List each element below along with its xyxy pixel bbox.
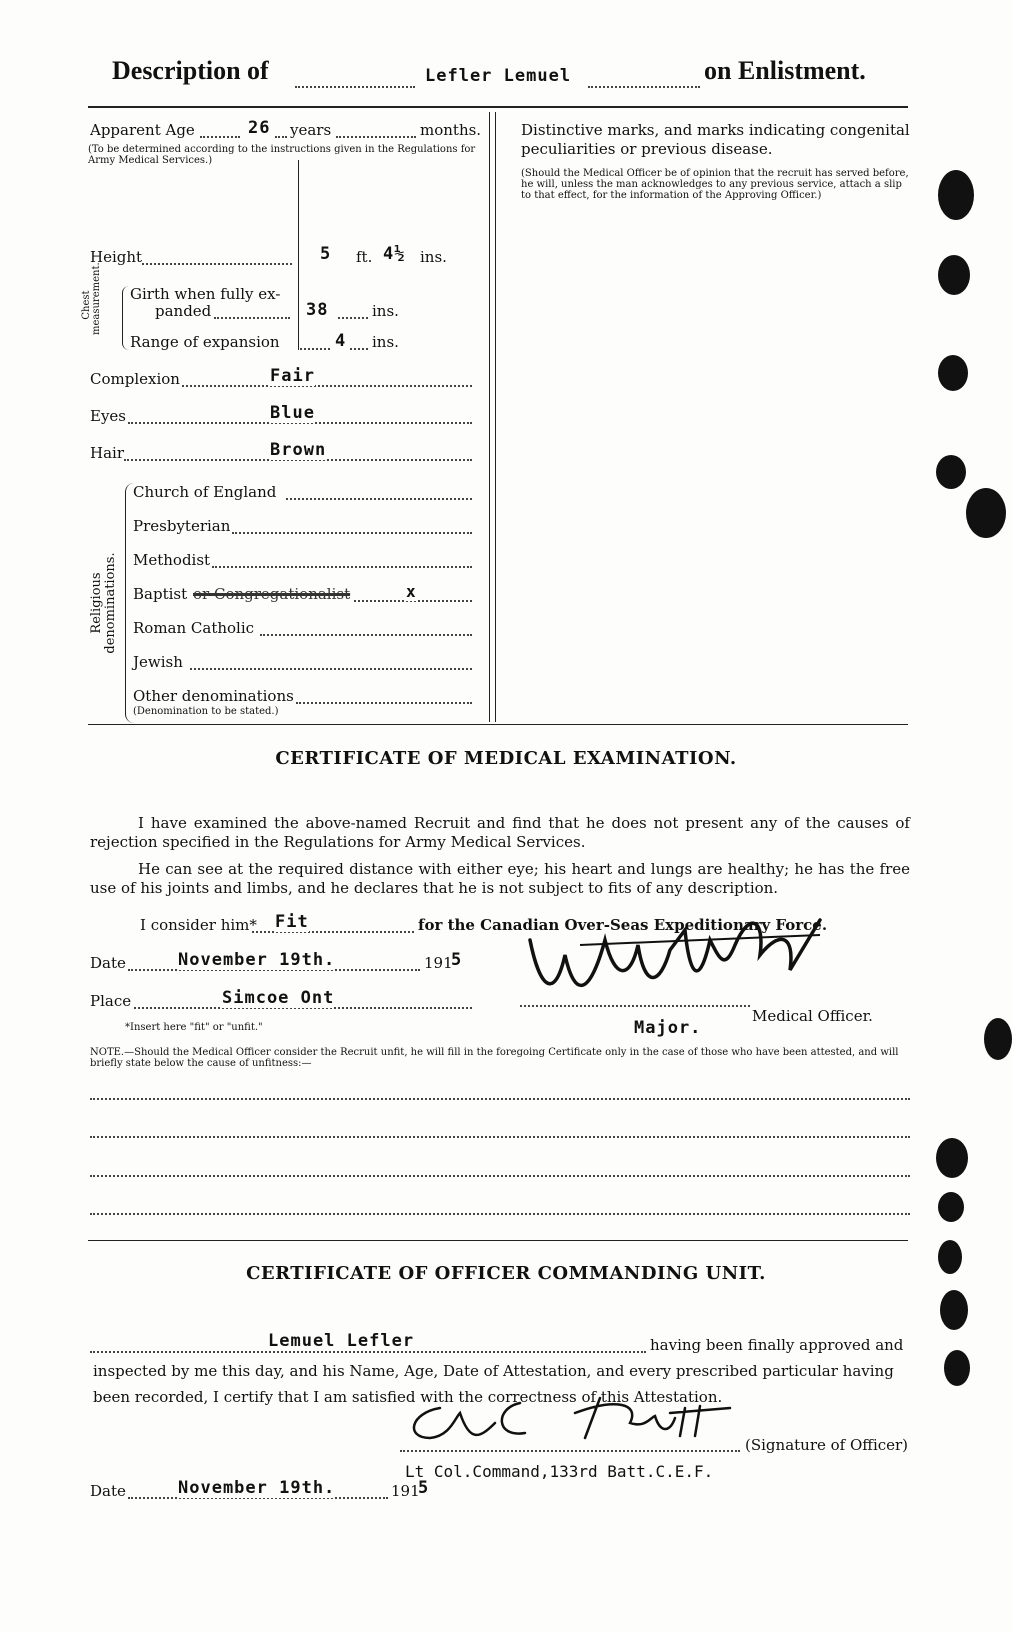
commanding-line-3: been recorded, I certify that I am satisfied with the correctness of this Attestation.	[93, 1388, 723, 1406]
medical-officer-label: Medical Officer.	[752, 1007, 873, 1025]
age-note: (To be determined according to the instructions given in the Regulations for Army Medical Services.)	[88, 144, 476, 166]
religion-other-note: (Denomination to be stated.)	[133, 706, 279, 717]
religion-church-of-england: Church of England	[133, 483, 277, 501]
height-in-value: 4½	[383, 244, 406, 264]
binding-hole	[944, 1350, 970, 1386]
binding-hole	[938, 170, 974, 220]
place-label: Place	[90, 992, 132, 1010]
medical-officer-signature	[520, 900, 850, 1010]
medical-date-value: November 19th.	[178, 950, 336, 970]
eyes-value: Blue	[270, 403, 315, 423]
religion-jewish: Jewish	[133, 653, 183, 671]
medical-year-suffix: 5	[451, 950, 463, 970]
medical-para-2: He can see at the required distance with either eye; his heart and lungs are healthy; he has the free use of his joints and limbs, and he declares that he is not subject to fits of any description.	[90, 860, 910, 897]
commanding-date-value: November 19th.	[178, 1478, 336, 1498]
religion-side-label: Religious denominations.	[89, 552, 118, 654]
girth-label-1: Girth when fully ex-	[130, 285, 281, 303]
girth-ins-label: ins.	[372, 302, 399, 320]
commanding-recruit-name: Lemuel Lefler	[268, 1331, 415, 1351]
height-label: Height	[90, 248, 143, 266]
column-divider	[489, 112, 490, 722]
commanding-year-suffix: 5	[418, 1478, 430, 1498]
girth-value: 38	[306, 300, 329, 320]
commanding-year-prefix: 191	[391, 1482, 420, 1500]
binding-hole	[938, 355, 968, 391]
distinctive-marks-heading: Distinctive marks, and marks indicating congenital peculiarities or previous disease.	[521, 121, 910, 158]
binding-hole	[938, 255, 970, 295]
commanding-line-1: having been finally approved and	[650, 1336, 904, 1354]
medical-note: NOTE.—Should the Medical Officer consider the Recruit unfit, he will fill in the foregoing Certificate only in the case of those who have been attested, and will briefly state below the cause of unfitness:—	[90, 1047, 899, 1069]
force-label: for the Canadian Over-Seas Expeditionary Force.	[418, 916, 828, 934]
apparent-age-label: Apparent Age	[90, 121, 195, 139]
religion-presbyterian: Presbyterian	[133, 517, 231, 535]
medical-para-1: I have examined the above-named Recruit and find that he does not present any of the causes of rejection specified in the Regulations for Army Medical Services.	[90, 814, 910, 851]
religion-other: Other denominations	[133, 687, 294, 705]
binding-hole	[940, 1290, 968, 1330]
medical-year-prefix: 191	[424, 954, 453, 972]
religion-baptist: Baptist	[133, 585, 188, 603]
months-label: months.	[420, 121, 482, 139]
commanding-line-2: inspected by me this day, and his Name, Age, Date of Attestation, and every prescribed particular having	[93, 1362, 894, 1380]
medical-date-label: Date	[90, 954, 126, 972]
place-value: Simcoe Ont	[222, 988, 335, 1008]
binding-hole	[984, 1018, 1012, 1060]
binding-hole	[936, 455, 966, 489]
complexion-value: Fair	[270, 366, 315, 386]
range-value: 4	[335, 331, 347, 351]
hair-value: Brown	[270, 440, 327, 460]
range-label: Range of expansion	[130, 333, 280, 351]
medical-officer-rank: Major.	[634, 1018, 702, 1038]
ft-label: ft.	[356, 248, 373, 266]
consider-label: I consider him*	[140, 916, 257, 934]
religion-baptist-struck: or Congregationalist	[193, 585, 351, 603]
binding-hole	[936, 1138, 968, 1178]
years-label: years	[290, 121, 332, 139]
age-value: 26	[248, 118, 271, 138]
distinctive-marks-note: (Should the Medical Officer be of opinion that the recruit has served before, he will, unless the man acknowledges to any previous service, attach a slip to that effect, for the information of the Approving Officer.)	[521, 168, 909, 201]
medical-cert-title: CERTIFICATE OF MEDICAL EXAMINATION.	[275, 748, 737, 769]
girth-label-2: panded	[155, 302, 212, 320]
religion-mark-baptist: x	[406, 582, 417, 601]
consider-value: Fit	[275, 912, 309, 932]
commanding-officer-rank: Lt Col.Command,133rd Batt.C.E.F.	[405, 1462, 714, 1481]
hair-label: Hair	[90, 444, 124, 462]
binding-hole	[938, 1192, 964, 1222]
recruit-name-header: Lefler Lemuel	[425, 66, 572, 86]
header-title-left: Description of	[112, 56, 269, 85]
header-title-right: on Enlistment.	[704, 56, 866, 85]
commanding-cert-title: CERTIFICATE OF OFFICER COMMANDING UNIT.	[246, 1263, 766, 1284]
chest-side-label: Chest measurement.	[81, 262, 102, 335]
height-ft-value: 5	[320, 244, 332, 264]
eyes-label: Eyes	[90, 407, 126, 425]
religion-methodist: Methodist	[133, 551, 211, 569]
complexion-label: Complexion	[90, 370, 180, 388]
range-ins-label: ins.	[372, 333, 399, 351]
binding-hole	[966, 488, 1006, 538]
height-ins-label: ins.	[420, 248, 447, 266]
commanding-date-label: Date	[90, 1482, 126, 1500]
binding-hole	[938, 1240, 962, 1274]
religion-roman-catholic: Roman Catholic	[133, 619, 255, 637]
insert-note: *Insert here "fit" or "unfit."	[125, 1022, 263, 1033]
commanding-officer-signature	[400, 1388, 740, 1448]
signature-label: (Signature of Officer)	[745, 1436, 909, 1454]
